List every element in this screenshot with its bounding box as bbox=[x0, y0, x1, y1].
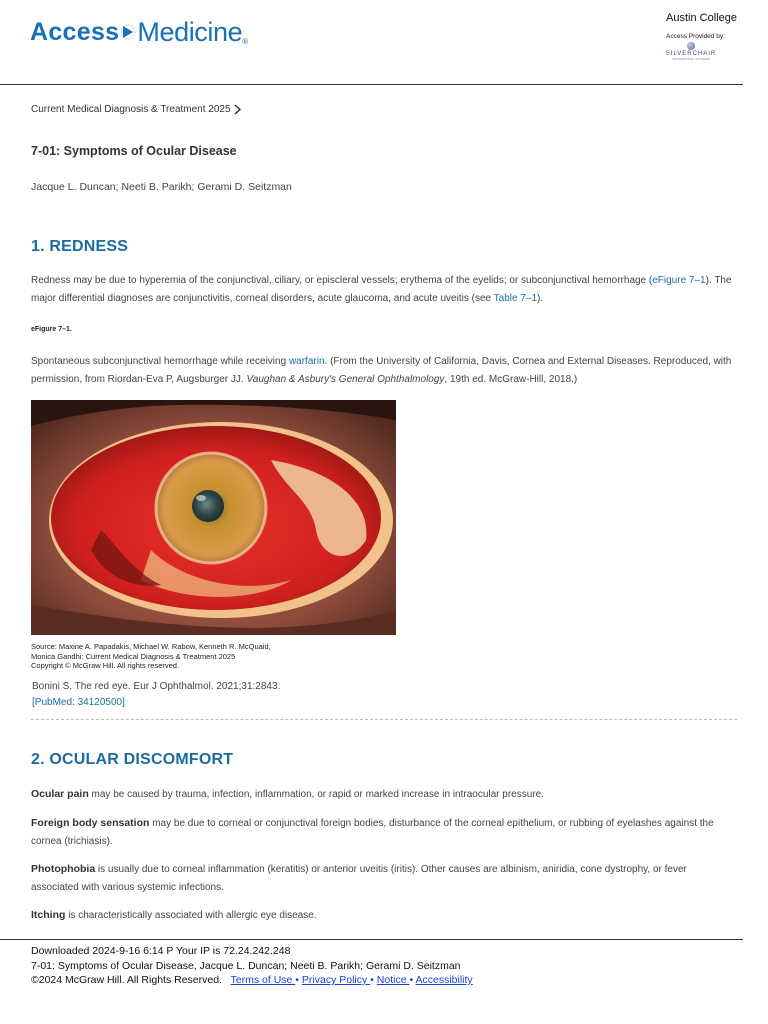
term-photophobia: Photophobia bbox=[31, 863, 96, 875]
footer-separator: • bbox=[409, 974, 414, 986]
access-provided-by-label: Access Provided by: bbox=[666, 33, 725, 40]
section-heading-ocular-discomfort: 2. OCULAR DISCOMFORT bbox=[31, 751, 234, 768]
foreign-body-paragraph bbox=[31, 814, 737, 851]
site-header bbox=[0, 0, 743, 85]
silverchair-wordmark: SILVERCHAIR bbox=[665, 51, 717, 57]
caption-text-part3: , 19th ed. McGraw-Hill, 2018.) bbox=[444, 374, 578, 385]
chevron-right-icon[interactable] bbox=[234, 104, 241, 115]
pubmed-link[interactable]: [PubMed: 34120500] bbox=[32, 697, 125, 708]
ocular-pain-paragraph bbox=[31, 785, 737, 804]
efigure-label: eFigure 7–1. bbox=[31, 326, 72, 333]
caption-text-part2: . (From the University of California, Davis, Cornea and External Diseases. Reproduced, with permission, from Riordan-Eva P, Augsburger JJ. bbox=[31, 356, 732, 385]
photophobia-paragraph bbox=[31, 860, 737, 897]
download-info: Downloaded 2024-9-16 6:14 P Your IP is 72.24.242.248 bbox=[31, 945, 291, 957]
source-line-1: Source: Maxine A. Papadakis, Michael W. Rabow, Kenneth R. McQuaid, bbox=[31, 642, 271, 651]
term-foreign-body-sensation: Foreign body sensation bbox=[31, 817, 150, 829]
figure-source-credit bbox=[31, 642, 331, 671]
logo-registered-mark: ® bbox=[242, 36, 249, 46]
accessibility-link[interactable]: Accessibility bbox=[415, 974, 473, 986]
logo-medicine-text: Medicine bbox=[137, 16, 243, 47]
term-ocular-pain: Ocular pain bbox=[31, 788, 89, 800]
figure-caption bbox=[31, 353, 737, 389]
caption-book-title: Vaughan & Asbury's General Ophthalmology bbox=[246, 374, 445, 385]
footer-citation: 7-01: Symptoms of Ocular Disease, Jacque L. Duncan; Neeti B. Parikh; Gerami D. Seitzman bbox=[31, 960, 461, 972]
source-line-2: Monica Gandhi: Current Medical Diagnosis & Treatment 2025 bbox=[31, 651, 236, 661]
terms-of-use-link[interactable]: Terms of Use bbox=[230, 974, 296, 986]
institution-name: Austin College bbox=[666, 12, 737, 24]
redness-text-part1: Redness may be due to hyperemia of the conjunctival, ciliary, or episcleral vessels; erythema of the eyelids; or subconjunctival hemorrhage ( bbox=[31, 275, 653, 286]
reference-citation: Bonini S. The red eye. Eur J Ophthalmol. 2021;31:2843. bbox=[32, 681, 281, 692]
breadcrumb-book-title[interactable]: Current Medical Diagnosis & Treatment 2025 bbox=[31, 104, 231, 115]
section-heading-redness: 1. REDNESS bbox=[31, 238, 129, 255]
author-list: Jacque L. Duncan; Neeti B. Parikh; Gerami D. Seitzman bbox=[31, 181, 292, 193]
efigure-7-1-link[interactable]: eFigure 7–1 bbox=[652, 275, 706, 286]
silverchair-logo bbox=[665, 42, 717, 61]
section-divider bbox=[31, 719, 737, 720]
term-itching: Itching bbox=[31, 909, 66, 921]
notice-link[interactable]: Notice bbox=[376, 974, 410, 986]
footer-separator: • bbox=[295, 974, 299, 986]
privacy-policy-link[interactable]: Privacy Policy bbox=[301, 974, 371, 986]
logo-access-text: Access bbox=[30, 17, 120, 46]
silverchair-tagline: INFORMATION / SYSTEMS bbox=[672, 57, 710, 61]
silverchair-orb-icon bbox=[687, 42, 695, 50]
breadcrumb[interactable] bbox=[31, 104, 241, 115]
source-line-3: Copyright © McGraw Hill. All rights reserved. bbox=[31, 661, 180, 670]
footer-legal-line bbox=[31, 974, 473, 986]
redness-text-part3: ). bbox=[537, 293, 544, 304]
eye-photo-illustration bbox=[31, 400, 396, 635]
ocular-pain-text: may be caused by trauma, infection, inflammation, or rapid or marked increase in intraocular pressure. bbox=[88, 789, 544, 800]
table-7-1-link[interactable]: Table 7–1 bbox=[493, 293, 538, 304]
itching-text: is characteristically associated with allergic eye disease. bbox=[65, 910, 317, 921]
redness-paragraph bbox=[31, 272, 737, 308]
access-arrow-icon bbox=[120, 17, 136, 47]
footer-copyright: ©2024 McGraw Hill. All Rights Reserved. bbox=[31, 974, 222, 986]
foreign-body-text: may be due to corneal or conjunctival foreign bodies, disturbance of the corneal epithelium, or rubbing of eyelashes against the cornea (trichiasis). bbox=[31, 818, 714, 847]
footer-separator: • bbox=[370, 974, 374, 986]
accessmedicine-logo[interactable] bbox=[30, 12, 248, 52]
page-footer bbox=[0, 939, 743, 999]
redness-text-part2: ). The major differential diagnoses are conjunctivitis, corneal disorders, acute glaucoma, and acute uveitis (see bbox=[31, 275, 732, 304]
subconjunctival-hemorrhage-image[interactable] bbox=[31, 400, 396, 635]
photophobia-text: is usually due to corneal inflammation (keratitis) or anterior uveitis (iritis). Other causes are albinism, aniridia, cone dystrophy, or fever associated with various systemic infections. bbox=[31, 864, 687, 893]
page-title: 7-01: Symptoms of Ocular Disease bbox=[31, 144, 237, 158]
caption-text-part1: Spontaneous subconjunctival hemorrhage while receiving bbox=[31, 356, 289, 367]
warfarin-link[interactable]: warfarin bbox=[288, 356, 325, 367]
itching-paragraph bbox=[31, 906, 737, 925]
